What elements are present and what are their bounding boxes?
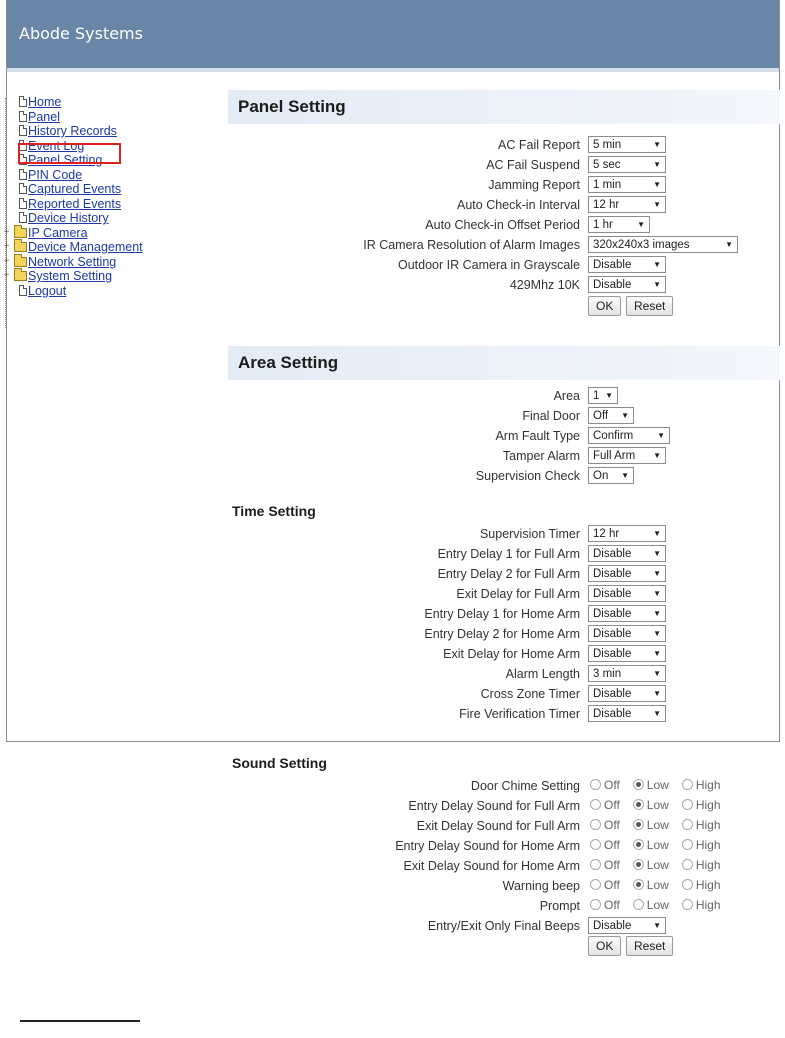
- sidebar-link[interactable]: Captured Events: [28, 182, 122, 196]
- radio-option-off[interactable]: [590, 878, 620, 892]
- radio-option-high[interactable]: [682, 818, 721, 832]
- radio-high[interactable]: [682, 879, 693, 890]
- dropdown-arrow-icon: ▼: [637, 220, 645, 229]
- setting-row: [230, 175, 780, 195]
- sound-radio-group: [590, 878, 734, 892]
- dropdown-arrow-icon: ▼: [653, 629, 661, 638]
- sidebar-item-logout[interactable]: [2, 284, 202, 299]
- expand-plus-icon[interactable]: +: [3, 270, 10, 281]
- select-value: Disable: [593, 279, 632, 291]
- sidebar-link[interactable]: PIN Code: [28, 167, 83, 182]
- setting-label: Entry Delay 1 for Home Arm: [424, 607, 580, 621]
- dropdown-arrow-icon: ▼: [653, 669, 661, 678]
- sidebar-link[interactable]: History Records: [28, 124, 117, 138]
- setting-label: Supervision Timer: [479, 527, 580, 541]
- setting-row: [230, 524, 780, 544]
- setting-select[interactable]: [588, 196, 666, 213]
- sidebar-item-history-records[interactable]: [2, 124, 202, 139]
- dropdown-arrow-icon: ▼: [653, 280, 661, 289]
- setting-select[interactable]: [588, 565, 666, 582]
- radio-option-off[interactable]: [590, 858, 620, 872]
- area-setting-header: [228, 346, 780, 380]
- dropdown-arrow-icon: ▼: [653, 180, 661, 189]
- setting-row: [230, 664, 780, 684]
- setting-select[interactable]: [588, 447, 666, 464]
- button-row: [230, 295, 780, 315]
- radio-high[interactable]: [682, 779, 693, 790]
- setting-row: [230, 584, 780, 604]
- dropdown-arrow-icon: ▼: [653, 200, 661, 209]
- radio-option-high[interactable]: [682, 778, 721, 792]
- radio-low[interactable]: [633, 879, 644, 890]
- radio-option-off[interactable]: [590, 898, 620, 912]
- radio-label: Off: [604, 798, 620, 812]
- radio-label: High: [695, 798, 721, 812]
- select-value: 1 min: [593, 179, 622, 191]
- radio-option-low[interactable]: [633, 778, 669, 792]
- radio-low[interactable]: [633, 899, 644, 910]
- setting-select[interactable]: [588, 625, 666, 642]
- radio-option-low[interactable]: [633, 798, 669, 812]
- sidebar-link[interactable]: Network Setting: [28, 254, 117, 269]
- select-value: Disable: [593, 708, 632, 720]
- sidebar-link[interactable]: Event Log: [28, 138, 85, 153]
- setting-row: [230, 235, 780, 255]
- sound-row: [230, 876, 780, 896]
- radio-low[interactable]: [633, 819, 644, 830]
- folder-icon: [14, 242, 27, 252]
- radio-label: High: [695, 898, 721, 912]
- radio-option-off[interactable]: [590, 798, 620, 812]
- sound-radio-group: [590, 858, 734, 872]
- sidebar-item-reported-events[interactable]: [2, 197, 202, 212]
- select-value: 5 min: [593, 139, 622, 151]
- dropdown-arrow-icon: ▼: [653, 160, 661, 169]
- select-value: 12 hr: [593, 199, 620, 211]
- setting-label: Supervision Check: [475, 469, 580, 483]
- setting-select[interactable]: [588, 136, 666, 153]
- dropdown-arrow-icon: ▼: [657, 431, 665, 440]
- sound-label: Exit Delay Sound for Home Arm: [403, 859, 580, 873]
- dropdown-arrow-icon: ▼: [653, 260, 661, 269]
- setting-select[interactable]: [588, 387, 618, 404]
- setting-select[interactable]: [588, 467, 634, 484]
- dropdown-arrow-icon: ▼: [605, 391, 613, 400]
- radio-option-low[interactable]: [633, 858, 669, 872]
- radio-label: High: [695, 858, 721, 872]
- sound-label: Exit Delay Sound for Full Arm: [416, 819, 580, 833]
- setting-row: [230, 155, 780, 175]
- select-value: Disable: [593, 548, 632, 560]
- radio-option-low[interactable]: [633, 898, 669, 912]
- radio-label: Off: [604, 898, 620, 912]
- setting-select[interactable]: [588, 665, 666, 682]
- panel-setting-header: [228, 90, 780, 124]
- setting-row: [230, 564, 780, 584]
- setting-label: Auto Check-in Offset Period: [425, 218, 580, 232]
- setting-select[interactable]: [588, 427, 670, 444]
- select-value: 1: [593, 390, 600, 402]
- document-icon: [19, 285, 27, 296]
- setting-label: Final Door: [522, 409, 580, 423]
- sound-radio-group: [590, 838, 734, 852]
- footer-rule: [20, 1020, 140, 1022]
- dropdown-arrow-icon: ▼: [653, 140, 661, 149]
- dropdown-arrow-icon: ▼: [725, 240, 733, 249]
- sidebar-nav: [2, 95, 202, 298]
- sidebar-link[interactable]: Panel: [28, 109, 60, 124]
- setting-label: Alarm Length: [505, 667, 580, 681]
- setting-label: Area: [553, 389, 580, 403]
- dropdown-arrow-icon: ▼: [653, 921, 661, 930]
- sound-radio-group: [590, 798, 734, 812]
- select-value: Disable: [593, 568, 632, 580]
- setting-select[interactable]: [588, 685, 666, 702]
- document-icon: [19, 198, 27, 209]
- sound-row: [230, 836, 780, 856]
- radio-high[interactable]: [682, 859, 693, 870]
- setting-row: [230, 704, 780, 724]
- sidebar-item-device-management[interactable]: [2, 240, 202, 255]
- radio-option-high[interactable]: [682, 838, 721, 852]
- radio-low[interactable]: [633, 779, 644, 790]
- sound-label: Entry Delay Sound for Full Arm: [408, 799, 580, 813]
- sound-radio-group: [590, 898, 734, 912]
- dropdown-arrow-icon: ▼: [653, 589, 661, 598]
- folder-icon: [14, 228, 27, 238]
- dropdown-arrow-icon: ▼: [653, 649, 661, 658]
- radio-off[interactable]: [590, 859, 601, 870]
- setting-label: Entry Delay 1 for Full Arm: [437, 547, 580, 561]
- setting-row: [230, 386, 780, 406]
- sidebar-item-home[interactable]: [2, 95, 202, 110]
- setting-row: [230, 215, 780, 235]
- radio-option-high[interactable]: [682, 898, 721, 912]
- document-icon: [19, 111, 27, 122]
- ok-button[interactable]: OK: [588, 936, 621, 956]
- sidebar-link[interactable]: System Setting: [28, 269, 113, 283]
- select-value: 320x240x3 images: [593, 239, 690, 251]
- button-row: [230, 935, 780, 955]
- select-value: 3 min: [593, 668, 622, 680]
- dropdown-arrow-icon: ▼: [653, 549, 661, 558]
- dropdown-arrow-icon: ▼: [653, 451, 661, 460]
- radio-low[interactable]: [633, 839, 644, 850]
- setting-label: Auto Check-in Interval: [457, 198, 580, 212]
- radio-high[interactable]: [682, 799, 693, 810]
- sound-label: Entry Delay Sound for Home Arm: [395, 839, 580, 853]
- sound-row: [230, 776, 780, 796]
- sound-radio-group: [590, 778, 734, 792]
- radio-label: Off: [604, 858, 620, 872]
- radio-label: Low: [646, 878, 669, 892]
- radio-label: Low: [646, 898, 669, 912]
- reset-button[interactable]: Reset: [626, 936, 673, 956]
- sound-radio-group: [590, 818, 734, 832]
- dropdown-arrow-icon: ▼: [653, 709, 661, 718]
- select-value: Full Arm: [593, 450, 636, 462]
- sidebar-item-panel[interactable]: [2, 110, 202, 125]
- setting-row: [230, 135, 780, 155]
- select-value: Off: [593, 410, 609, 422]
- setting-label: 429Mhz 10K: [509, 278, 580, 292]
- setting-label: AC Fail Suspend: [486, 158, 580, 172]
- sound-row: [230, 896, 780, 916]
- setting-label: IR Camera Resolution of Alarm Images: [363, 238, 580, 252]
- radio-label: High: [695, 838, 721, 852]
- radio-option-low[interactable]: [633, 838, 669, 852]
- setting-label: Tamper Alarm: [502, 449, 580, 463]
- sidebar-item-ip-camera[interactable]: [2, 226, 202, 241]
- select-value: Disable: [593, 259, 632, 271]
- select-value: Confirm: [593, 430, 634, 442]
- sound-row: [230, 796, 780, 816]
- setting-row: [230, 275, 780, 295]
- setting-row: [230, 644, 780, 664]
- setting-select[interactable]: [588, 407, 634, 424]
- radio-label: High: [695, 778, 721, 792]
- radio-off[interactable]: [590, 779, 601, 790]
- dropdown-arrow-icon: ▼: [653, 529, 661, 538]
- document-icon: [19, 125, 27, 136]
- setting-label: Arm Fault Type: [495, 429, 580, 443]
- radio-off[interactable]: [590, 839, 601, 850]
- setting-select[interactable]: [588, 276, 666, 293]
- setting-row: [230, 426, 780, 446]
- radio-off[interactable]: [590, 819, 601, 830]
- header-bar: [7, 0, 779, 68]
- select-value: On: [593, 470, 609, 482]
- setting-row: [230, 604, 780, 624]
- dropdown-arrow-icon: ▼: [653, 569, 661, 578]
- setting-label: AC Fail Report: [498, 138, 580, 152]
- setting-row: [230, 255, 780, 275]
- radio-label: High: [695, 818, 721, 832]
- event-log-highlight: [18, 143, 121, 164]
- sidebar-link[interactable]: Logout: [28, 283, 67, 298]
- setting-select[interactable]: [588, 585, 666, 602]
- radio-label: Low: [646, 838, 669, 852]
- radio-option-off[interactable]: [590, 778, 620, 792]
- radio-low[interactable]: [633, 799, 644, 810]
- setting-label: Jamming Report: [488, 178, 580, 192]
- setting-select[interactable]: [588, 645, 666, 662]
- setting-row: [230, 916, 780, 936]
- reset-button[interactable]: Reset: [626, 296, 673, 316]
- header-divider: [7, 68, 779, 72]
- radio-off[interactable]: [590, 799, 601, 810]
- sidebar-link[interactable]: Device Management: [28, 240, 143, 254]
- setting-label: Entry Delay 2 for Home Arm: [424, 627, 580, 641]
- radio-high[interactable]: [682, 899, 693, 910]
- radio-off[interactable]: [590, 899, 601, 910]
- ok-button[interactable]: OK: [588, 296, 621, 316]
- expand-plus-icon[interactable]: +: [3, 255, 10, 267]
- setting-select[interactable]: [588, 176, 666, 193]
- expand-plus-icon[interactable]: +: [3, 241, 10, 252]
- sidebar-link[interactable]: Panel Setting: [28, 153, 103, 167]
- select-value: Disable: [593, 688, 632, 700]
- time-setting-heading: Time Setting: [232, 503, 316, 519]
- dropdown-arrow-icon: ▼: [621, 411, 629, 420]
- sidebar-link[interactable]: Reported Events: [28, 196, 122, 211]
- radio-high[interactable]: [682, 839, 693, 850]
- radio-option-low[interactable]: [633, 818, 669, 832]
- setting-select[interactable]: [588, 236, 738, 253]
- radio-label: Low: [646, 858, 669, 872]
- radio-option-high[interactable]: [682, 878, 721, 892]
- setting-label: Outdoor IR Camera in Grayscale: [397, 258, 580, 272]
- dropdown-arrow-icon: ▼: [621, 471, 629, 480]
- select-value: Disable: [593, 588, 632, 600]
- sidebar-item-system-setting[interactable]: [2, 269, 202, 284]
- setting-select[interactable]: [588, 545, 666, 562]
- setting-row: [230, 624, 780, 644]
- sidebar-link[interactable]: Device History: [28, 211, 109, 225]
- setting-select[interactable]: [588, 525, 666, 542]
- sidebar-item-network-setting[interactable]: [2, 255, 202, 270]
- select-value: 1 hr: [593, 219, 613, 231]
- area-setting-header-title: Area Setting: [238, 353, 339, 372]
- radio-option-off[interactable]: [590, 818, 620, 832]
- setting-label: Fire Verification Timer: [459, 707, 580, 721]
- expand-plus-icon[interactable]: +: [3, 226, 10, 238]
- document-icon: [19, 96, 27, 107]
- setting-label: Entry/Exit Only Final Beeps: [427, 919, 580, 933]
- sound-label: Door Chime Setting: [470, 779, 580, 793]
- radio-label: Off: [604, 818, 620, 832]
- select-value: Disable: [593, 628, 632, 640]
- radio-low[interactable]: [633, 859, 644, 870]
- radio-label: Low: [646, 778, 669, 792]
- select-value: Disable: [593, 920, 632, 932]
- sidebar-link[interactable]: Home: [28, 95, 62, 109]
- setting-label: Exit Delay for Home Arm: [443, 647, 580, 661]
- sound-row: [230, 856, 780, 876]
- setting-label: Entry Delay 2 for Full Arm: [437, 567, 580, 581]
- radio-option-low[interactable]: [633, 878, 669, 892]
- radio-label: High: [695, 878, 721, 892]
- setting-row: [230, 684, 780, 704]
- document-icon: [19, 169, 27, 180]
- radio-option-high[interactable]: [682, 798, 721, 812]
- setting-row: [230, 195, 780, 215]
- sidebar-link[interactable]: IP Camera: [28, 225, 88, 240]
- sidebar-item-pin-code[interactable]: [2, 168, 202, 183]
- radio-label: Low: [646, 818, 669, 832]
- setting-select[interactable]: [588, 605, 666, 622]
- setting-select[interactable]: [588, 216, 650, 233]
- sound-setting-heading: Sound Setting: [232, 755, 327, 771]
- radio-label: Off: [604, 878, 620, 892]
- radio-option-off[interactable]: [590, 838, 620, 852]
- document-icon: [19, 212, 27, 223]
- radio-label: Off: [604, 778, 620, 792]
- setting-row: [230, 466, 780, 486]
- setting-row: [230, 406, 780, 426]
- dropdown-arrow-icon: ▼: [653, 609, 661, 618]
- sound-label: Prompt: [539, 899, 580, 913]
- radio-high[interactable]: [682, 819, 693, 830]
- radio-option-high[interactable]: [682, 858, 721, 872]
- radio-off[interactable]: [590, 879, 601, 890]
- setting-select[interactable]: [588, 705, 666, 722]
- select-value: Disable: [593, 648, 632, 660]
- folder-icon: [14, 271, 27, 281]
- setting-select[interactable]: [588, 156, 666, 173]
- header-title: Abode Systems: [19, 24, 143, 43]
- sound-label: Warning beep: [502, 879, 580, 893]
- setting-select[interactable]: [588, 917, 666, 934]
- setting-row: [230, 544, 780, 564]
- folder-icon: [14, 257, 27, 267]
- radio-label: Off: [604, 838, 620, 852]
- select-value: Disable: [593, 608, 632, 620]
- setting-row: [230, 446, 780, 466]
- dropdown-arrow-icon: ▼: [653, 689, 661, 698]
- radio-label: Low: [646, 798, 669, 812]
- setting-label: Cross Zone Timer: [480, 687, 580, 701]
- sidebar-item-device-history[interactable]: [2, 211, 202, 226]
- sidebar-item-captured-events[interactable]: [2, 182, 202, 197]
- panel-setting-header-title: Panel Setting: [238, 97, 346, 116]
- setting-select[interactable]: [588, 256, 666, 273]
- document-icon: [19, 183, 27, 194]
- select-value: 12 hr: [593, 528, 620, 540]
- sound-row: [230, 816, 780, 836]
- select-value: 5 sec: [593, 159, 621, 171]
- setting-label: Exit Delay for Full Arm: [456, 587, 580, 601]
